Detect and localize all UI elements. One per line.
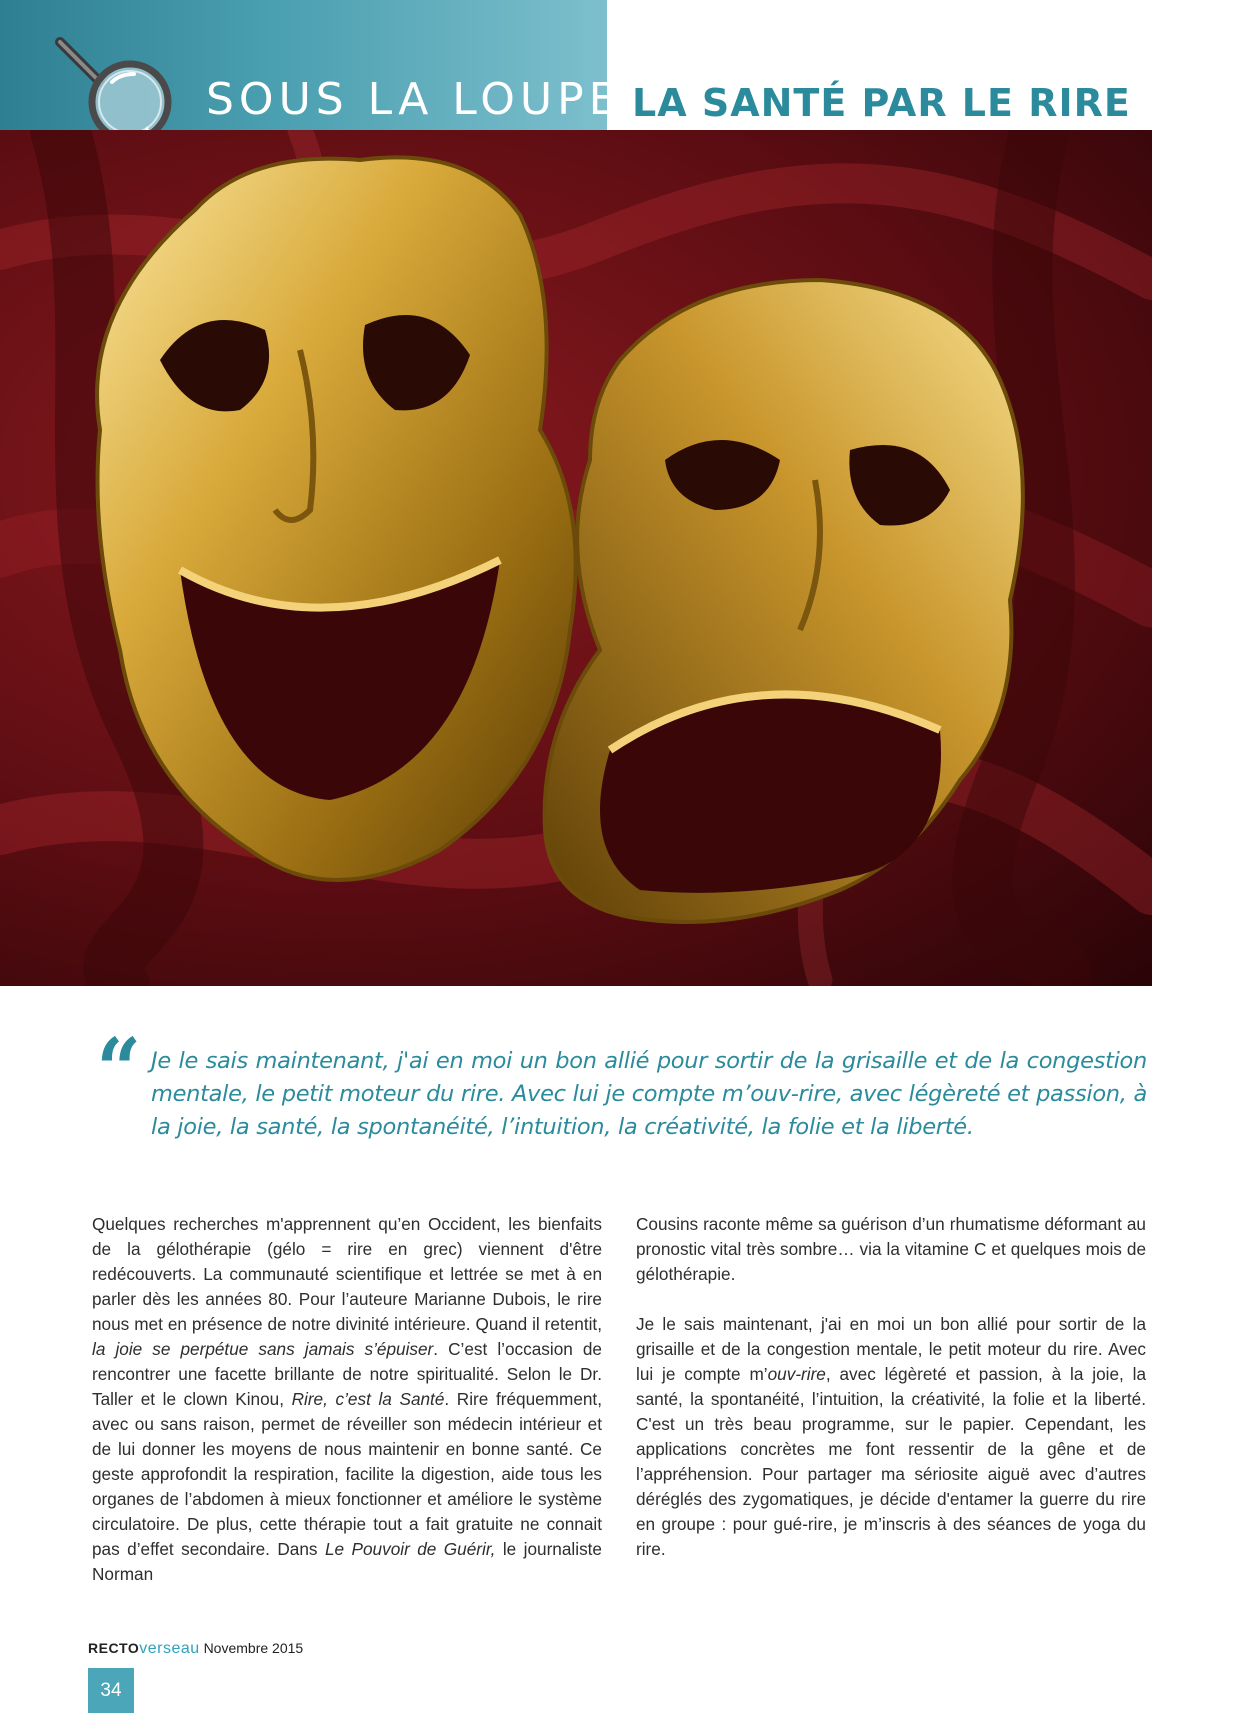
body-paragraph: Je le sais maintenant, j'ai en moi un bon allié pour sortir de la grisaille et de la congestion mentale, le petit moteur du rire. Avec lui je compte m’ouv-rire, avec légèreté et passion, à la joie, la santé, la spontanéité, l’intuition, la créativité, la folie et la liberté. C'est un très beau programme, sur le papier. Cependant, les applications concrètes me font ressentir de la gêne et de l’appréhension. Pour partager ma sériosite aiguë avec d’autres déréglés des zygomatiques, je décide d'entamer la guerre du rire en groupe : pour gué-rire, je m’inscris à des séances de yoga du rire.	[636, 1314, 1146, 1559]
brand-recto: RECTO	[88, 1640, 140, 1656]
hero-image	[0, 130, 1152, 986]
body-column-right	[636, 1212, 1146, 1562]
pull-quote: Je le sais maintenant, j'ai en moi un bon allié pour sortir de la grisaille et de la congestion mentale, le petit moteur du rire. Avec lui je compte m’ouv-rire, avec légèreté et passion, à la joie, la santé, la spontanéité, l’intuition, la créativité, la folie et la liberté.	[151, 1048, 1147, 1140]
article-title: LA SANTÉ PAR LE RIRE	[632, 81, 1131, 125]
page-number: 34	[88, 1668, 134, 1713]
brand-verseau: verseau	[139, 1640, 200, 1657]
quote-mark-icon: “	[96, 1020, 141, 1121]
footer-brand	[88, 1640, 303, 1658]
section-label: SOUS LA LOUPE	[206, 74, 622, 125]
body-paragraph: Cousins raconte même sa guérison d’un rhumatisme déformant au pronostic vital très sombre… via la vitamine C et quelques mois de gélothérapie.	[636, 1214, 1146, 1284]
issue-date: Novembre 2015	[203, 1640, 304, 1656]
body-paragraph: Quelques recherches m'apprennent qu’en Occident, les bienfaits de la gélothérapie (gélo = rire en grec) viennent d'être redécouverts. La communauté scientifique et lettrée se met à en parler dès les années 80. Pour l’auteure Marianne Dubois, le rire nous met en présence de notre divinité intérieure. Quand il retentit, la joie se perpétue sans jamais s’épuiser. C’est l’occasion de rencontrer une facette brillante de notre spiritualité. Selon le Dr. Taller et le clown Kinou, Rire, c’est la Santé. Rire fréquemment, avec ou sans raison, permet de réveiller son médecin intérieur et de lui donner les moyens de nous maintenir en bonne santé. Ce geste approfondit la respiration, facilite la digestion, aide tous les organes de l’abdomen à mieux fonctionner et améliore le système circulatoire. De plus, cette thérapie tout a fait gratuite ne connait pas d’effet secondaire. Dans Le Pouvoir de Guérir, le journaliste Norman	[92, 1214, 602, 1584]
body-column-left	[92, 1212, 602, 1587]
tragedy-mask	[545, 280, 1023, 922]
comedy-mask	[97, 157, 576, 880]
